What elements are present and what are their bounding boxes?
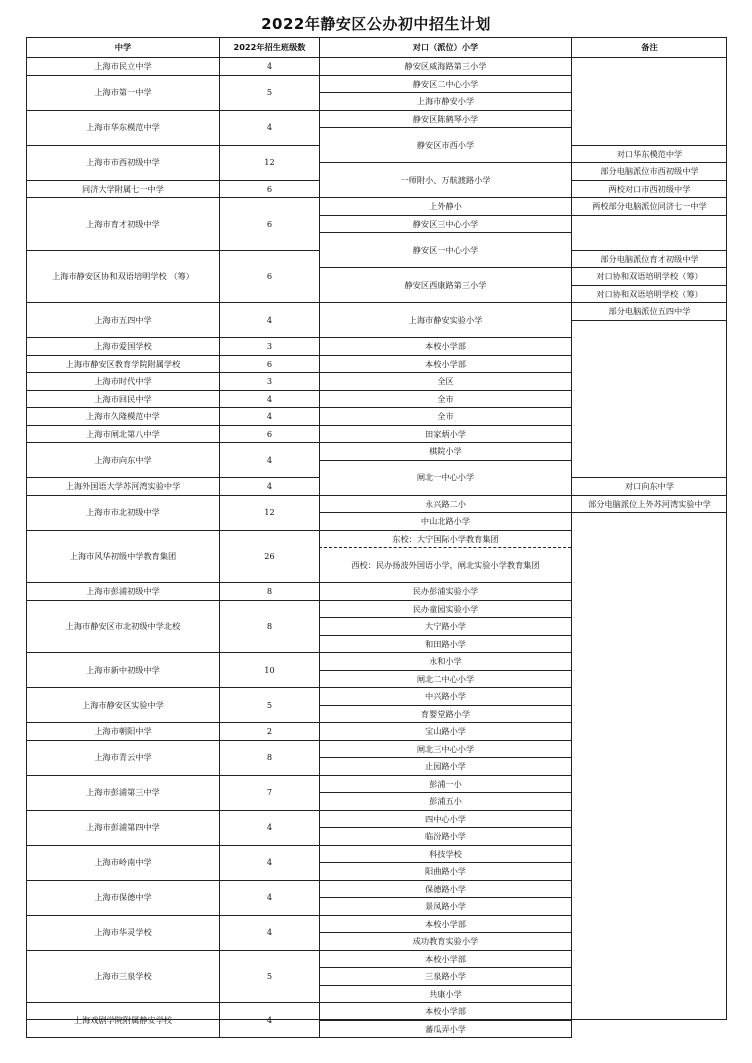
class-count: 4 bbox=[219, 477, 319, 495]
column-header-primary: 对口（派位）小学 bbox=[319, 37, 571, 57]
school-name: 上海市五四中学 bbox=[26, 302, 219, 337]
school-name: 上海市风华初级中学教育集团 bbox=[26, 530, 219, 583]
school-name: 上海市岭南中学 bbox=[26, 845, 219, 880]
note: 对口协和双语培明学校（筹） bbox=[571, 285, 727, 303]
primary-school: 静安区市西小学 bbox=[319, 127, 571, 162]
primary-school: 宝山路小学 bbox=[319, 722, 571, 740]
school-name: 同济大学附属七一中学 bbox=[26, 180, 219, 198]
school-name: 上海市爱国学校 bbox=[26, 337, 219, 355]
primary-school-east-campus: 东校：大宁国际小学教育集团 bbox=[319, 530, 571, 548]
class-count: 4 bbox=[219, 915, 319, 950]
school-name: 上海市回民中学 bbox=[26, 390, 219, 408]
primary-school: 静安区西康路第三小学 bbox=[319, 267, 571, 302]
class-count: 6 bbox=[219, 180, 319, 198]
class-count: 4 bbox=[219, 302, 319, 337]
class-count: 6 bbox=[219, 425, 319, 443]
class-count: 12 bbox=[219, 495, 319, 530]
primary-school: 上海市静安实验小学 bbox=[319, 302, 571, 337]
primary-school: 闸北一中心小学 bbox=[319, 460, 571, 495]
primary-school: 和田路小学 bbox=[319, 635, 571, 653]
note-empty bbox=[571, 215, 727, 250]
note-empty bbox=[571, 320, 727, 478]
school-name: 上海市静安区实验中学 bbox=[26, 687, 219, 722]
primary-school: 成功教育实验小学 bbox=[319, 932, 571, 950]
school-name: 上海市彭浦初级中学 bbox=[26, 582, 219, 600]
note-empty bbox=[571, 512, 727, 1038]
primary-school: 静安区陈鹤琴小学 bbox=[319, 110, 571, 128]
primary-school: 大宁路小学 bbox=[319, 617, 571, 635]
class-count: 8 bbox=[219, 740, 319, 775]
column-header-school: 中学 bbox=[26, 37, 219, 57]
primary-school: 止园路小学 bbox=[319, 757, 571, 775]
enrollment-table bbox=[26, 37, 727, 1034]
primary-school: 棋院小学 bbox=[319, 442, 571, 460]
primary-school: 景凤路小学 bbox=[319, 897, 571, 915]
primary-school: 全市 bbox=[319, 390, 571, 408]
primary-school: 田家炳小学 bbox=[319, 425, 571, 443]
primary-school: 彭浦五小 bbox=[319, 792, 571, 810]
school-name: 上海市华灵学校 bbox=[26, 915, 219, 950]
primary-school: 中山北路小学 bbox=[319, 512, 571, 530]
primary-school: 上海市静安小学 bbox=[319, 92, 571, 110]
primary-school: 本校小学部 bbox=[319, 1002, 571, 1020]
primary-school: 闸北二中心小学 bbox=[319, 670, 571, 688]
class-count: 8 bbox=[219, 582, 319, 600]
school-name: 上海市朝阳中学 bbox=[26, 722, 219, 740]
school-name: 上海市三泉学校 bbox=[26, 950, 219, 1003]
class-count: 4 bbox=[219, 1002, 319, 1037]
school-name: 上海市久隆模范中学 bbox=[26, 407, 219, 425]
note-empty bbox=[571, 57, 727, 145]
note: 对口华东模范中学 bbox=[571, 145, 727, 163]
primary-school: 全市 bbox=[319, 407, 571, 425]
school-name: 上海戏剧学院附属静安学校 bbox=[26, 1002, 219, 1037]
class-count: 5 bbox=[219, 75, 319, 110]
school-name: 上海市育才初级中学 bbox=[26, 197, 219, 250]
school-name: 上海外国语大学苏河湾实验中学 bbox=[26, 477, 219, 495]
primary-school: 静安区三中心小学 bbox=[319, 215, 571, 233]
primary-school: 闸北三中心小学 bbox=[319, 740, 571, 758]
school-name: 上海市新中初级中学 bbox=[26, 652, 219, 687]
class-count: 6 bbox=[219, 355, 319, 373]
primary-school: 上外静小 bbox=[319, 197, 571, 215]
school-name: 上海市市西初级中学 bbox=[26, 145, 219, 180]
primary-school: 共康小学 bbox=[319, 985, 571, 1003]
class-count: 12 bbox=[219, 145, 319, 180]
school-name: 上海市彭浦第四中学 bbox=[26, 810, 219, 845]
school-name bbox=[26, 1037, 219, 1038]
class-count bbox=[219, 1037, 319, 1038]
class-count: 8 bbox=[219, 600, 319, 653]
primary-school: 静安区一中心小学 bbox=[319, 232, 571, 267]
primary-school: 静安区二中心小学 bbox=[319, 75, 571, 93]
primary-school: 科技学校 bbox=[319, 845, 571, 863]
school-name: 上海市闸北第八中学 bbox=[26, 425, 219, 443]
primary-school: 育婴堂路小学 bbox=[319, 705, 571, 723]
school-name: 上海市第一中学 bbox=[26, 75, 219, 110]
note: 两校对口市西初级中学 bbox=[571, 180, 727, 198]
primary-school: 三泉路小学 bbox=[319, 967, 571, 985]
primary-school: 保德路小学 bbox=[319, 880, 571, 898]
school-name: 上海市时代中学 bbox=[26, 372, 219, 390]
primary-school: 一师附小、万航渡路小学 bbox=[319, 162, 571, 197]
primary-school: 临汾路小学 bbox=[319, 827, 571, 845]
column-header-notes: 备注 bbox=[571, 37, 727, 57]
primary-school: 本校小学部 bbox=[319, 915, 571, 933]
class-count: 5 bbox=[219, 687, 319, 722]
school-name: 上海市静安区市北初级中学北校 bbox=[26, 600, 219, 653]
class-count: 6 bbox=[219, 197, 319, 250]
class-count: 4 bbox=[219, 407, 319, 425]
school-name: 上海市民立中学 bbox=[26, 57, 219, 75]
school-name: 上海市静安区教育学院附属学校 bbox=[26, 355, 219, 373]
primary-school: 阳曲路小学 bbox=[319, 862, 571, 880]
class-count: 3 bbox=[219, 372, 319, 390]
primary-school: 本校小学部 bbox=[319, 950, 571, 968]
school-name: 上海市市北初级中学 bbox=[26, 495, 219, 530]
note: 两校部分电脑派位同济七一中学 bbox=[571, 197, 727, 215]
class-count: 26 bbox=[219, 530, 319, 583]
note: 对口协和双语培明学校（筹） bbox=[571, 267, 727, 285]
primary-school bbox=[319, 1037, 571, 1038]
class-count: 2 bbox=[219, 722, 319, 740]
class-count: 4 bbox=[219, 880, 319, 915]
primary-school-west-campus: 西校：民办扬波外国语小学，闸北实验小学教育集团 bbox=[319, 547, 571, 582]
page-title: 2022年静安区公办初中招生计划 bbox=[261, 15, 491, 33]
class-count: 4 bbox=[219, 57, 319, 75]
class-count: 7 bbox=[219, 775, 319, 810]
class-count: 4 bbox=[219, 442, 319, 477]
primary-school: 全区 bbox=[319, 372, 571, 390]
primary-school: 静安区威海路第三小学 bbox=[319, 57, 571, 75]
primary-school: 中兴路小学 bbox=[319, 687, 571, 705]
primary-school: 本校小学部 bbox=[319, 355, 571, 373]
primary-school: 彭浦一小 bbox=[319, 775, 571, 793]
primary-school: 民办彭浦实验小学 bbox=[319, 582, 571, 600]
note: 部分电脑派位市西初级中学 bbox=[571, 162, 727, 180]
class-count: 10 bbox=[219, 652, 319, 687]
class-count: 4 bbox=[219, 845, 319, 880]
note: 对口向东中学 bbox=[571, 477, 727, 495]
primary-school: 永和小学 bbox=[319, 652, 571, 670]
school-name: 上海市保德中学 bbox=[26, 880, 219, 915]
school-name: 上海市华东模范中学 bbox=[26, 110, 219, 145]
primary-school: 民办童园实验小学 bbox=[319, 600, 571, 618]
primary-school: 四中心小学 bbox=[319, 810, 571, 828]
class-count: 4 bbox=[219, 810, 319, 845]
school-name: 上海市青云中学 bbox=[26, 740, 219, 775]
school-name: 上海市彭浦第三中学 bbox=[26, 775, 219, 810]
column-header-classes: 2022年招生班级数 bbox=[219, 37, 319, 57]
class-count: 3 bbox=[219, 337, 319, 355]
note: 部分电脑派位育才初级中学 bbox=[571, 250, 727, 268]
school-name: 上海市向东中学 bbox=[26, 442, 219, 477]
note: 部分电脑派位五四中学 bbox=[571, 302, 727, 320]
school-name: 上海市静安区协和双语培明学校 （筹） bbox=[26, 250, 219, 303]
note: 部分电脑派位上外苏河湾实验中学 bbox=[571, 495, 727, 513]
class-count: 6 bbox=[219, 250, 319, 303]
class-count: 5 bbox=[219, 950, 319, 1003]
class-count: 4 bbox=[219, 110, 319, 145]
primary-school: 蕃瓜弄小学 bbox=[319, 1020, 571, 1038]
class-count: 4 bbox=[219, 390, 319, 408]
primary-school: 本校小学部 bbox=[319, 337, 571, 355]
primary-school: 永兴路二小 bbox=[319, 495, 571, 513]
